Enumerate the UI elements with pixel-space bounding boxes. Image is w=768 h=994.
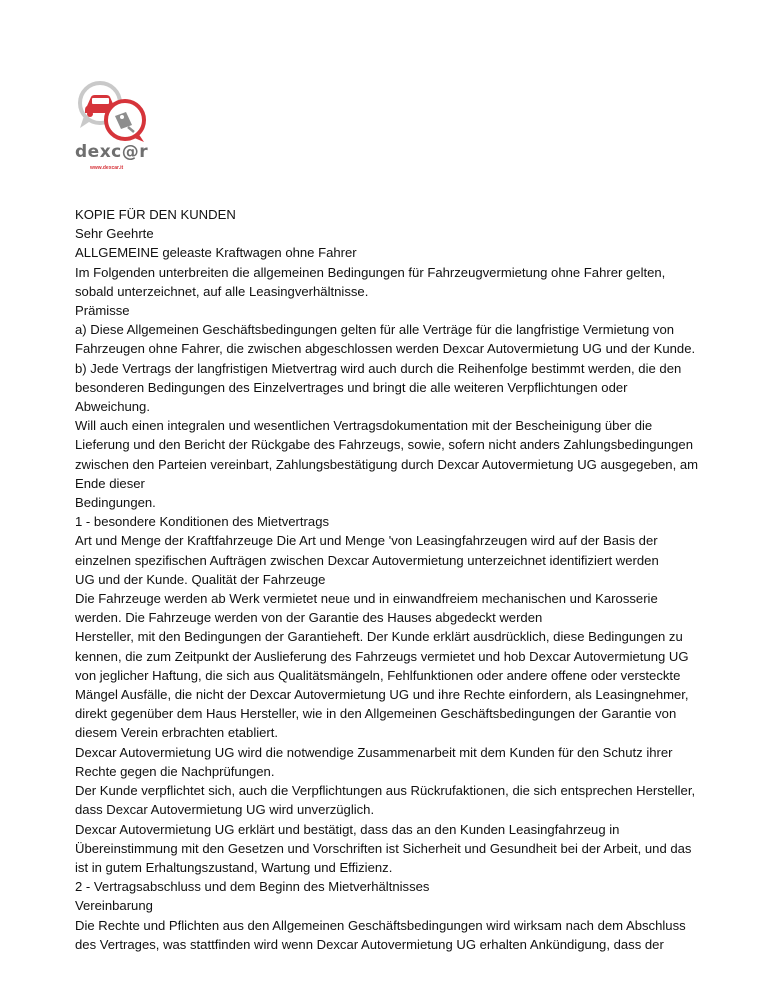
text-line: Sehr Geehrte bbox=[75, 226, 154, 242]
text-line: Prämisse bbox=[75, 303, 130, 319]
text-line: Dexcar Autovermietung UG wird die notwendige Zusammenarbeit mit dem Kunden für den Schutz ihrer Rechte gegen die Nachprüfungen. bbox=[75, 744, 673, 779]
logo-brand-text: dexc@r bbox=[75, 142, 149, 162]
text-line: a) Diese Allgemeinen Geschäftsbedingungen gelten für alle Verträge für die langfristige Vermietung von Fahrzeugen ohne Fahrer, die zwischen abgeschlossen werden Dexcar Autovermietung UG und der Kunde. bbox=[75, 322, 696, 357]
text-line: Art und Menge der Kraftfahrzeuge Die Art und Menge 'von Leasingfahrzeugen wird auf der Basis der einzelnen spezifischen Aufträgen zwischen Dexcar Autovermietung unterzeichnet identifiziert werden bbox=[75, 533, 659, 568]
text-line: UG und der Kunde. Qualität der Fahrzeuge bbox=[75, 571, 326, 587]
document-body bbox=[75, 205, 700, 954]
logo-url-text: www.dexcar.it bbox=[90, 165, 124, 171]
text-line: Vereinbarung bbox=[75, 898, 153, 914]
text-line: Die Rechte und Pflichten aus den Allgemeinen Geschäftsbedingungen wird wirksam nach dem Abschluss des Vertrages, was stattfinden wird wenn Dexcar Autovermietung UG erhalten Ankündigung, dass der bbox=[75, 917, 686, 952]
text-line: 2 - Vertragsabschluss und dem Beginn des Mietverhältnisses bbox=[75, 879, 430, 895]
text-line: 1 - besondere Konditionen des Mietvertrags bbox=[75, 514, 330, 530]
text-line: Bedingungen. bbox=[75, 495, 156, 511]
text-line: ALLGEMEINE geleaste Kraftwagen ohne Fahrer bbox=[75, 245, 357, 261]
text-line: b) Jede Vertrags der langfristigen Mietvertrag wird auch durch die Reihenfolge bestimmt werden, die den besonderen Bedingungen des Einzelvertrages und bringt die alle weiteren Verpflichtungen oder Abweichung. bbox=[75, 360, 682, 415]
text-line: KOPIE FÜR DEN KUNDEN bbox=[75, 207, 236, 222]
dexcar-logo bbox=[70, 80, 160, 180]
text-line: Hersteller, mit den Bedingungen der Garantieheft. Der Kunde erklärt ausdrücklich, diese Bedingungen zu kennen, die zum Zeitpunkt der Auslieferung des Fahrzeugs vermietet und hob Dexcar Autovermietung UG von jeglicher Haftung, die sich aus Qualitätsmängeln, Fehlfunktionen oder andere offene oder versteckte Mängel Ausfälle, die nicht der Dexcar Autovermietung UG und ihre Rechte einfordern, als Leasingnehmer, direkt gegenüber dem Haus Hersteller, wie in den Allgemeinen Geschäftsbedingungen der Garantie von diesem Verein erbrachten etabliert. bbox=[75, 629, 689, 741]
text-line: Dexcar Autovermietung UG erklärt und bestätigt, dass das an den Kunden Leasingfahrzeug in Übereinstimmung mit den Gesetzen und Vorschriften ist Sicherheit und Gesundheit bei der Arbeit, und das ist in gutem Erhaltungszustand, Wartung und Effizienz. bbox=[75, 821, 692, 875]
text-line: Im Folgenden unterbreiten die allgemeinen Bedingungen für Fahrzeugvermietung ohne Fahrer gelten, sobald unterzeichnet, auf alle Leasingverhältnisse. bbox=[75, 264, 666, 299]
text-line: Will auch einen integralen und wesentlichen Vertragsdokumentation mit der Bescheinigung über die Lieferung und den Bericht der Rückgabe des Fahrzeugs, sowie, sofern nicht anders Zahlungsbedingungen zwischen den Parteien vereinbart, Zahlungsbestätigung durch Dexcar Autovermietung UG ausgegeben, am Ende dieser bbox=[75, 418, 699, 491]
text-line: Der Kunde verpflichtet sich, auch die Verpflichtungen aus Rückrufaktionen, die sich entsprechen Hersteller, dass Dexcar Autovermietung UG wird unverzüglich. bbox=[75, 783, 696, 818]
text-line: Die Fahrzeuge werden ab Werk vermietet neue und in einwandfreiem mechanischen und Karosserie werden. Die Fahrzeuge werden von der Garantie des Hauses abgedeckt werden bbox=[75, 591, 658, 626]
